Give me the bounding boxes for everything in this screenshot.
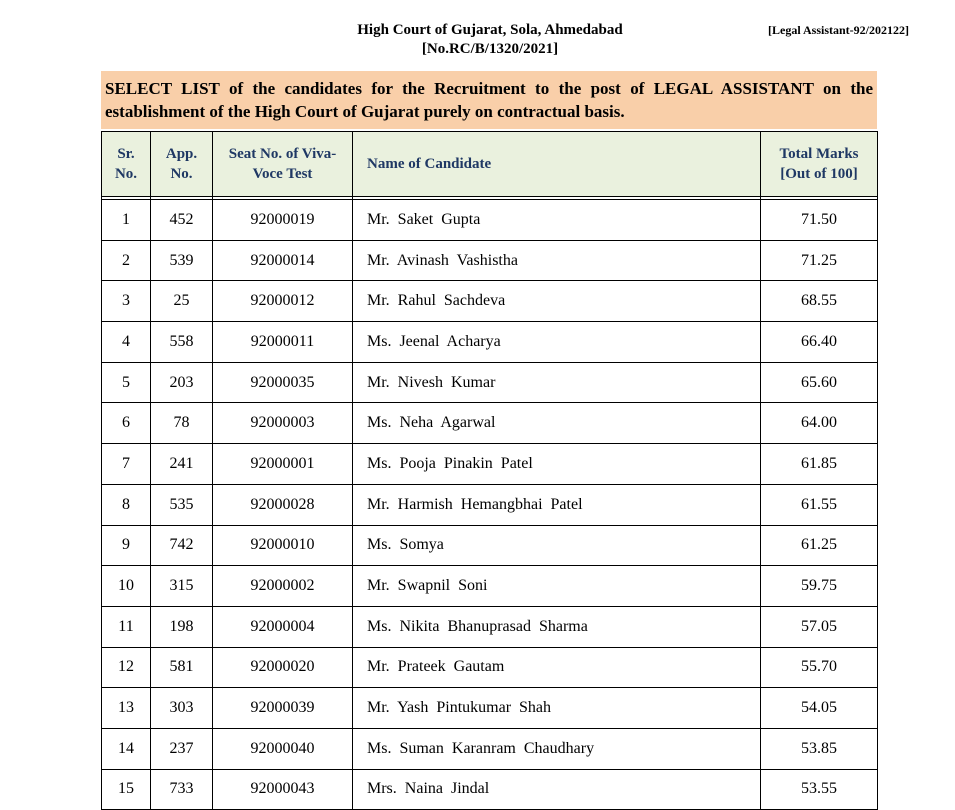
sr-no-cell: 14 (102, 728, 151, 769)
total-marks-cell: 61.85 (761, 444, 878, 485)
table-row (102, 525, 878, 566)
candidate-name-cell: Ms. Pooja Pinakin Patel (353, 444, 761, 485)
seat-no-cell: 92000043 (213, 769, 353, 810)
sr-no-cell: 2 (102, 240, 151, 281)
candidate-name-cell: Ms. Neha Agarwal (353, 403, 761, 444)
candidate-name-cell: Mr. Avinash Vashistha (353, 240, 761, 281)
app-no-cell: 303 (151, 688, 213, 729)
sr-no-cell: 7 (102, 444, 151, 485)
total-marks-cell: 59.75 (761, 566, 878, 607)
app-no-cell: 452 (151, 200, 213, 241)
candidate-name-cell: Mrs. Naina Jindal (353, 769, 761, 810)
sr-no-cell: 13 (102, 688, 151, 729)
sr-no-cell: 1 (102, 200, 151, 241)
total-marks-cell: 68.55 (761, 281, 878, 322)
sr-no-cell: 3 (102, 281, 151, 322)
table-row (102, 444, 878, 485)
seat-no-cell: 92000011 (213, 322, 353, 363)
col-header-app-no: App. No. (151, 132, 213, 197)
candidate-name-cell: Ms. Suman Karanram Chaudhary (353, 728, 761, 769)
court-name: High Court of Gujarat, Sola, Ahmedabad (357, 22, 623, 38)
candidate-name-cell: Ms. Somya (353, 525, 761, 566)
total-marks-cell: 54.05 (761, 688, 878, 729)
table-row (102, 728, 878, 769)
candidate-name-cell: Mr. Prateek Gautam (353, 647, 761, 688)
table-row (102, 403, 878, 444)
app-no-cell: 25 (151, 281, 213, 322)
sr-no-cell: 9 (102, 525, 151, 566)
app-no-cell: 198 (151, 606, 213, 647)
sr-no-cell: 6 (102, 403, 151, 444)
candidate-name-cell: Mr. Rahul Sachdeva (353, 281, 761, 322)
candidate-name-cell: Mr. Harmish Hemangbhai Patel (353, 484, 761, 525)
candidate-name-cell: Ms. Nikita Bhanuprasad Sharma (353, 606, 761, 647)
sr-no-cell: 8 (102, 484, 151, 525)
total-marks-cell: 57.05 (761, 606, 878, 647)
seat-no-cell: 92000012 (213, 281, 353, 322)
col-header-seat-no: Seat No. of Viva- Voce Test (213, 132, 353, 197)
table-row (102, 240, 878, 281)
col-header-name: Name of Candidate (353, 132, 761, 197)
candidate-name-cell: Mr. Yash Pintukumar Shah (353, 688, 761, 729)
app-no-cell: 237 (151, 728, 213, 769)
table-row (102, 688, 878, 729)
sr-no-cell: 15 (102, 769, 151, 810)
select-list-banner: SELECT LIST of the candidates for the Recruitment to the post of LEGAL ASSISTANT on the establishment of the High Court of Gujarat purely on contractual basis. (101, 71, 877, 129)
seat-no-cell: 92000020 (213, 647, 353, 688)
app-no-cell: 78 (151, 403, 213, 444)
sr-no-cell: 11 (102, 606, 151, 647)
seat-no-cell: 92000004 (213, 606, 353, 647)
total-marks-cell: 71.25 (761, 240, 878, 281)
candidate-name-cell: Ms. Jeenal Acharya (353, 322, 761, 363)
app-no-cell: 315 (151, 566, 213, 607)
app-no-cell: 581 (151, 647, 213, 688)
seat-no-cell: 92000001 (213, 444, 353, 485)
table-row (102, 566, 878, 607)
table-row (102, 769, 878, 810)
seat-no-cell: 92000039 (213, 688, 353, 729)
seat-no-cell: 92000014 (213, 240, 353, 281)
col-header-sr-no: Sr. No. (102, 132, 151, 197)
table-row (102, 322, 878, 363)
total-marks-cell: 53.85 (761, 728, 878, 769)
total-marks-cell: 66.40 (761, 322, 878, 363)
col-header-total-marks: Total Marks [Out of 100] (761, 132, 878, 197)
table-row (102, 606, 878, 647)
rc-number: [No.RC/B/1320/2021] (421, 41, 559, 57)
app-no-cell: 535 (151, 484, 213, 525)
table-row (102, 281, 878, 322)
table-header-row (102, 132, 878, 197)
seat-no-cell: 92000003 (213, 403, 353, 444)
seat-no-cell: 92000028 (213, 484, 353, 525)
sr-no-cell: 4 (102, 322, 151, 363)
total-marks-cell: 65.60 (761, 362, 878, 403)
table-row (102, 200, 878, 241)
candidate-name-cell: Mr. Nivesh Kumar (353, 362, 761, 403)
seat-no-cell: 92000019 (213, 200, 353, 241)
seat-no-cell: 92000040 (213, 728, 353, 769)
app-no-cell: 539 (151, 240, 213, 281)
app-no-cell: 203 (151, 362, 213, 403)
sr-no-cell: 10 (102, 566, 151, 607)
reference-number: [Legal Assistant-92/202122] (768, 23, 909, 37)
table-row (102, 484, 878, 525)
table-row (102, 362, 878, 403)
select-list-table (101, 131, 878, 810)
sr-no-cell: 5 (102, 362, 151, 403)
candidate-name-cell: Mr. Saket Gupta (353, 200, 761, 241)
sr-no-cell: 12 (102, 647, 151, 688)
total-marks-cell: 61.55 (761, 484, 878, 525)
total-marks-cell: 61.25 (761, 525, 878, 566)
total-marks-cell: 71.50 (761, 200, 878, 241)
app-no-cell: 558 (151, 322, 213, 363)
app-no-cell: 733 (151, 769, 213, 810)
app-no-cell: 241 (151, 444, 213, 485)
seat-no-cell: 92000002 (213, 566, 353, 607)
total-marks-cell: 55.70 (761, 647, 878, 688)
total-marks-cell: 53.55 (761, 769, 878, 810)
app-no-cell: 742 (151, 525, 213, 566)
candidate-name-cell: Mr. Swapnil Soni (353, 566, 761, 607)
court-header (290, 21, 690, 59)
seat-no-cell: 92000035 (213, 362, 353, 403)
total-marks-cell: 64.00 (761, 403, 878, 444)
seat-no-cell: 92000010 (213, 525, 353, 566)
table-row (102, 647, 878, 688)
